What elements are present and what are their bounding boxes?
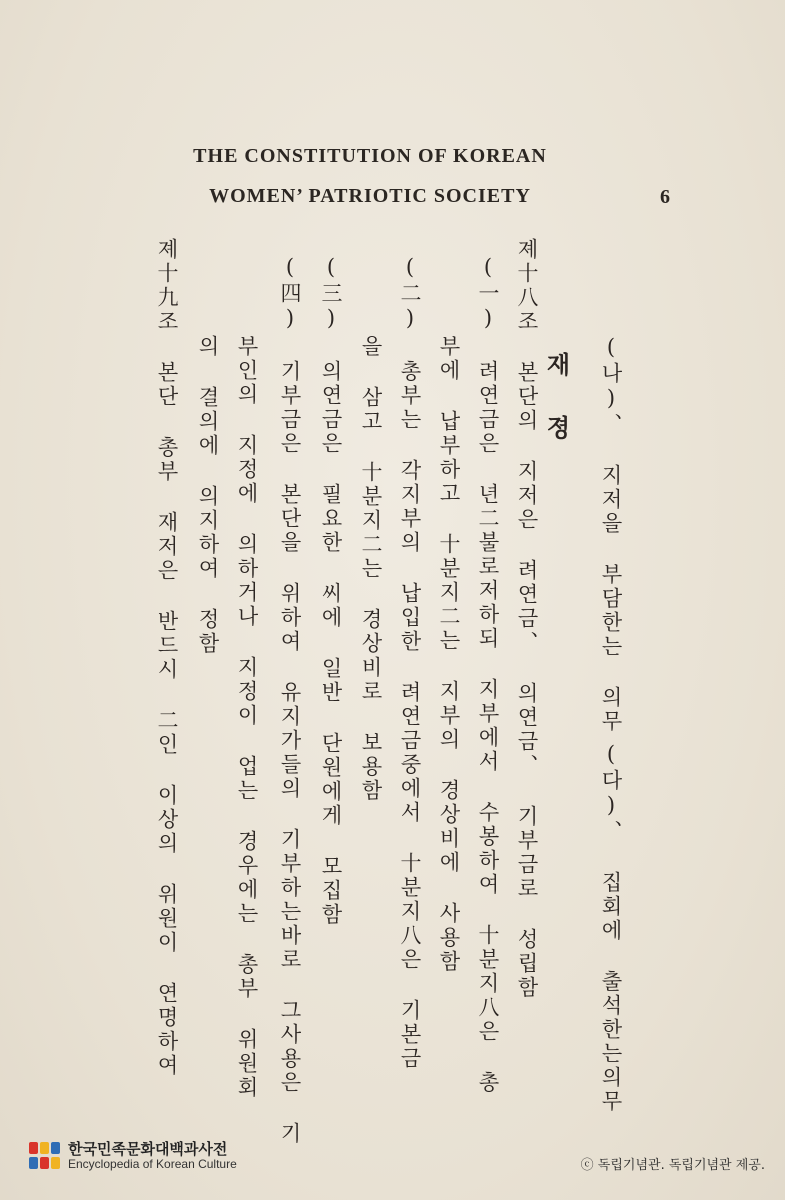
- image-credit: ⓒ 독립기념관. 독립기념관 제공.: [580, 1158, 765, 1173]
- text-column-item1: (一) 려연금은 년二불로저하되 지부에서 수봉하여 十분지八은 총: [476, 255, 500, 1095]
- text-column-item4: (四) 기부금은 본단을 위하여 유지가들의 기부하는바로 그사용은 기: [278, 255, 302, 1146]
- section-heading: 재 졍: [542, 352, 571, 444]
- text-column-item1-cont: 부에 납부하고 十분지二는 지부의 경상비에 사용함: [437, 335, 461, 974]
- text-column-item3: (三) 의연금은 필요한 씨에 일반 단원에게 모집함: [319, 255, 343, 927]
- document-title-line1: THE CONSTITUTION OF KOREAN: [193, 145, 547, 167]
- text-column-item4-end: 의 결의에 의지하여 정함: [196, 335, 220, 656]
- text-column-item2-cont: 을 삼고 十분지二는 경상비로 보용함: [359, 335, 383, 803]
- logo-english-text: Encyclopedia of Korean Culture: [68, 1157, 237, 1171]
- text-column-item2: (二) 총부는 각지부의 납입한 려연금중에서 十분지八은 기본금: [398, 255, 422, 1071]
- text-column-1: (나)、 지저을 부담한는 의무: [599, 335, 623, 734]
- encyclopedia-logo: [28, 1138, 288, 1178]
- text-column-article19: 졔十九조 본단 총부 재저은 반드시 二인 이상의 위원이 연명하여: [155, 238, 179, 1078]
- text-column-1b: (다)、 집회에 출석한는의무: [599, 742, 623, 1114]
- logo-korean-text: 한국민족문화대백과사전: [68, 1140, 228, 1158]
- encyclopedia-logo-icon: [28, 1140, 62, 1172]
- page-number: 6: [660, 186, 670, 208]
- document-title-line2: WOMEN’ PATRIOTIC SOCIETY: [209, 185, 531, 207]
- text-column-article18: 졔十八조 본단의 지저은 려연금、 의연금、 기부금로 성립함: [515, 238, 539, 1000]
- text-column-item4-cont: 부인의 지정에 의하거나 지정이 업는 경우에는 총부 위원회: [235, 335, 259, 1100]
